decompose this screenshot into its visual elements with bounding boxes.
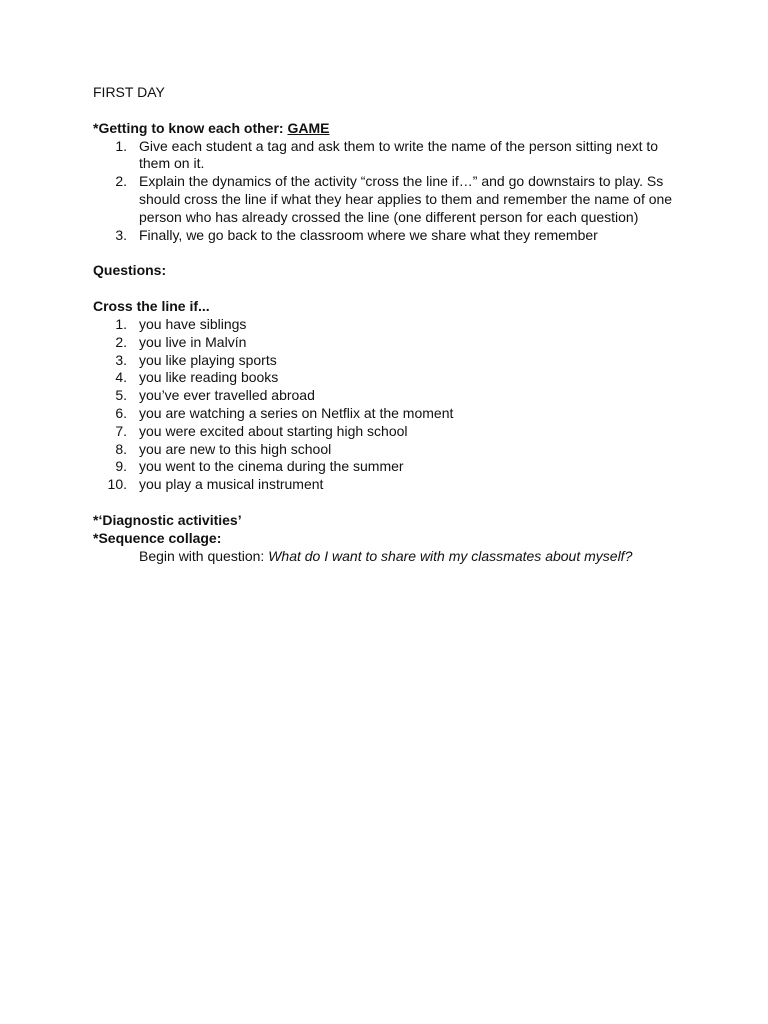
cross-the-line-list <box>93 316 693 494</box>
list-item-text: you like reading books <box>139 369 279 386</box>
list-item-text: Explain the dynamics of the activity “cross the line if…” and go downstairs to play. Ss should cross the line if what they hear applies to them and remember the name of one person who has already crossed the line (one different person for each question) <box>139 173 673 225</box>
list-number: 4. <box>115 369 127 386</box>
spacer <box>93 280 693 298</box>
list-number: 10. <box>107 476 127 493</box>
list-item <box>93 387 693 405</box>
spacer <box>93 102 693 120</box>
list-number: 6. <box>115 404 127 421</box>
sequence-question: What do I want to share with my classmates about myself? <box>268 547 633 564</box>
game-label: GAME <box>287 119 330 136</box>
list-number: 2. <box>115 173 127 190</box>
list-item <box>93 458 693 476</box>
list-number: 7. <box>115 422 127 439</box>
list-number: 9. <box>115 458 127 475</box>
list-item-text: you are new to this high school <box>139 440 332 457</box>
list-item-text: Give each student a tag and ask them to write the name of the person sitting next to them on it. <box>139 137 659 172</box>
document-title: FIRST DAY <box>93 84 165 100</box>
cross-the-line-heading: Cross the line if... <box>93 298 210 315</box>
list-item <box>93 316 693 334</box>
spacer <box>93 494 693 512</box>
spacer <box>93 244 693 262</box>
list-item-text: you like playing sports <box>139 351 277 368</box>
sequence-question-line <box>93 548 693 566</box>
list-item-text: you play a musical instrument <box>139 476 324 493</box>
questions-heading: Questions: <box>93 262 167 279</box>
list-item <box>93 423 693 441</box>
list-item <box>93 476 693 494</box>
getting-to-know-heading <box>93 120 693 138</box>
list-item-text: you have siblings <box>139 315 247 332</box>
list-item <box>93 405 693 423</box>
list-item <box>93 334 693 352</box>
diagnostic-heading: *‘Diagnostic activities’ <box>93 511 242 528</box>
list-item-text: you’ve ever travelled abroad <box>139 387 315 404</box>
list-number: 3. <box>115 351 127 368</box>
list-number: 5. <box>115 387 127 404</box>
getting-to-know-steps <box>93 138 693 245</box>
sequence-heading: *Sequence collage: <box>93 529 222 546</box>
list-item <box>93 173 693 226</box>
list-item <box>93 138 693 174</box>
list-item-text: you live in Malvín <box>139 333 247 350</box>
list-item-text: you are watching a series on Netflix at the moment <box>139 404 454 421</box>
list-number: 3. <box>115 226 127 243</box>
sequence-prefix: Begin with question: <box>139 547 269 564</box>
list-number: 8. <box>115 440 127 457</box>
document-page <box>93 84 693 565</box>
list-item <box>93 441 693 459</box>
list-item <box>93 352 693 370</box>
list-number: 2. <box>115 333 127 350</box>
list-item-text: you went to the cinema during the summer <box>139 458 404 475</box>
list-number: 1. <box>115 315 127 332</box>
list-item <box>93 227 693 245</box>
list-number: 1. <box>115 137 127 154</box>
getting-to-know-heading-text: *Getting to know each other: <box>93 119 288 136</box>
list-item-text: Finally, we go back to the classroom where we share what they remember <box>139 226 598 243</box>
list-item <box>93 369 693 387</box>
list-item-text: you were excited about starting high school <box>139 422 408 439</box>
